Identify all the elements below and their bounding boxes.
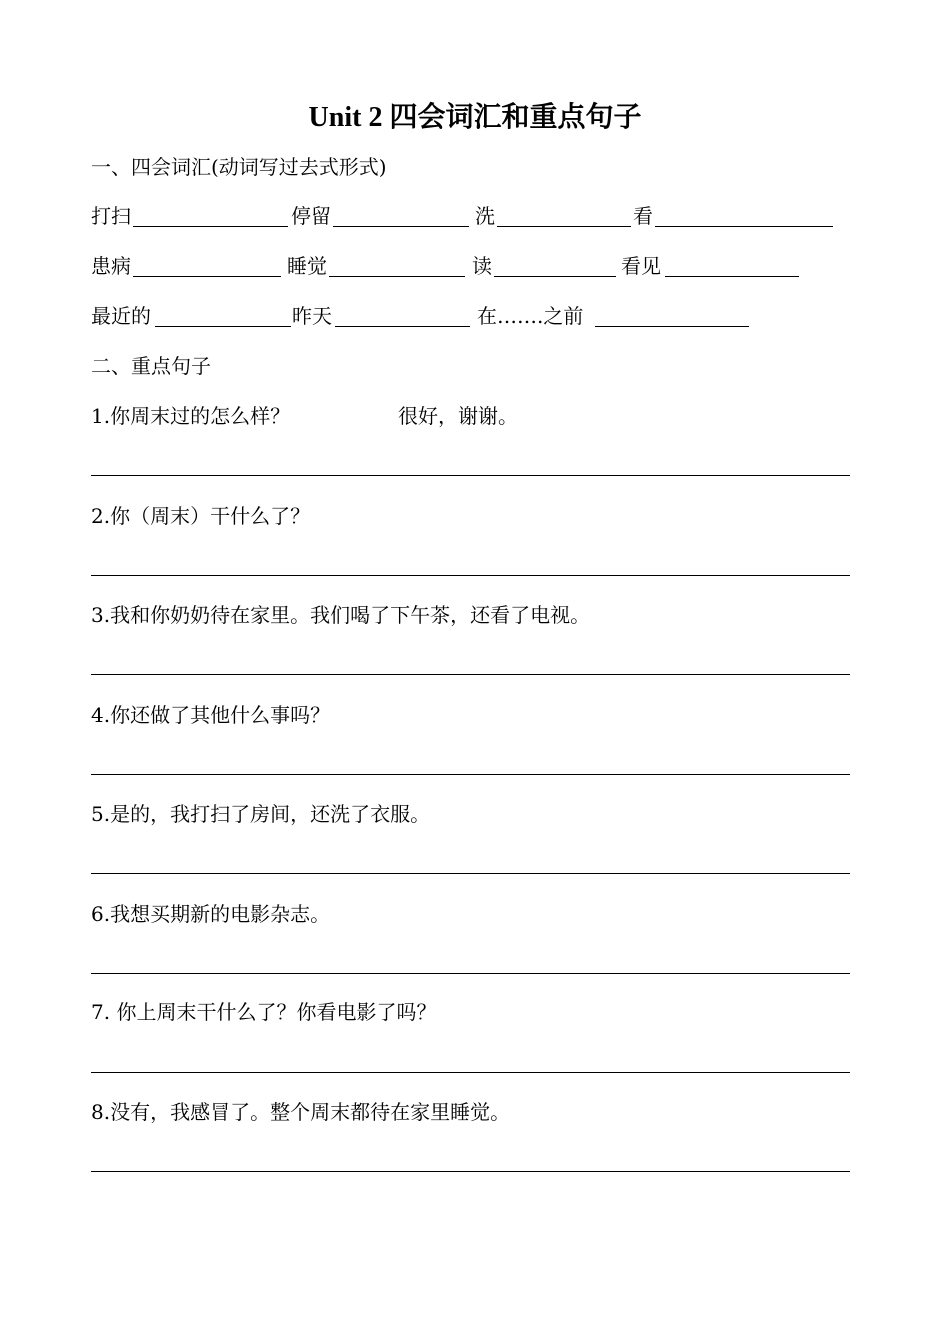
- vocab-blank[interactable]: [155, 326, 291, 327]
- vocab-label: 看: [633, 204, 653, 228]
- vocab-blank[interactable]: [133, 226, 288, 227]
- answer-line-6[interactable]: [91, 973, 850, 974]
- vocab-row-3: [91, 301, 851, 331]
- vocab-label: 在…….之前: [477, 304, 584, 328]
- sentence-7: 7. 你上周末干什么了？你看电影了吗？: [91, 1000, 437, 1024]
- section2-heading: 二、重点句子: [91, 354, 211, 378]
- page-title: Unit 2 四会词汇和重点句子: [308, 102, 642, 133]
- sentence-5: 5.是的，我打扫了房间，还洗了衣服。: [91, 802, 431, 826]
- vocab-item: [633, 201, 653, 231]
- sentence-8: 8.没有，我感冒了。整个周末都待在家里睡觉。: [91, 1100, 511, 1124]
- vocab-item: [472, 251, 492, 281]
- answer-line-4[interactable]: [91, 774, 850, 775]
- answer-line-7[interactable]: [91, 1072, 850, 1073]
- vocab-blank[interactable]: [497, 226, 631, 227]
- vocab-label: 看见: [621, 254, 661, 278]
- section1-heading: 一、四会词汇(动词写过去式形式): [91, 155, 387, 179]
- vocab-blank[interactable]: [494, 276, 616, 277]
- vocab-label: 读: [472, 254, 492, 278]
- vocab-item: [291, 201, 331, 231]
- sentence-4: 4.你还做了其他什么事吗？: [91, 703, 331, 727]
- answer-line-8[interactable]: [91, 1171, 850, 1172]
- sentence-3: 3.我和你奶奶待在家里。我们喝了下午茶，还看了电视。: [91, 603, 591, 627]
- vocab-row-1: [91, 201, 851, 231]
- vocab-label: 睡觉: [287, 254, 327, 278]
- vocab-label: 昨天: [292, 304, 332, 328]
- vocab-item: [475, 201, 495, 231]
- vocab-item: [292, 301, 332, 331]
- sentence-1: 1.你周末过的怎么样？: [91, 404, 291, 428]
- vocab-blank[interactable]: [329, 276, 465, 277]
- vocab-item: [287, 251, 327, 281]
- vocab-blank[interactable]: [133, 276, 281, 277]
- vocab-blank[interactable]: [333, 226, 469, 227]
- answer-line-2[interactable]: [91, 575, 850, 576]
- vocab-item: [91, 251, 131, 281]
- answer-line-5[interactable]: [91, 873, 850, 874]
- vocab-blank[interactable]: [335, 326, 470, 327]
- vocab-label: 停留: [291, 204, 331, 228]
- sentence-2: 2.你（周末）干什么了？: [91, 504, 311, 528]
- vocab-blank[interactable]: [655, 226, 833, 227]
- answer-line-3[interactable]: [91, 674, 850, 675]
- vocab-item: [91, 301, 151, 331]
- vocab-item: [621, 251, 661, 281]
- vocab-label: 洗: [475, 204, 495, 228]
- vocab-label: 患病: [91, 254, 131, 278]
- vocab-row-2: [91, 251, 851, 281]
- sentence-6: 6.我想买期新的电影杂志。: [91, 902, 331, 926]
- vocab-blank[interactable]: [595, 326, 749, 327]
- answer-line-1[interactable]: [91, 475, 850, 476]
- sentence-1-reply: 很好，谢谢。: [398, 404, 518, 428]
- vocab-item: [477, 301, 583, 331]
- vocab-label: 最近的: [91, 304, 151, 328]
- vocab-label: 打扫: [91, 204, 131, 228]
- vocab-item: [91, 201, 131, 231]
- vocab-blank[interactable]: [665, 276, 799, 277]
